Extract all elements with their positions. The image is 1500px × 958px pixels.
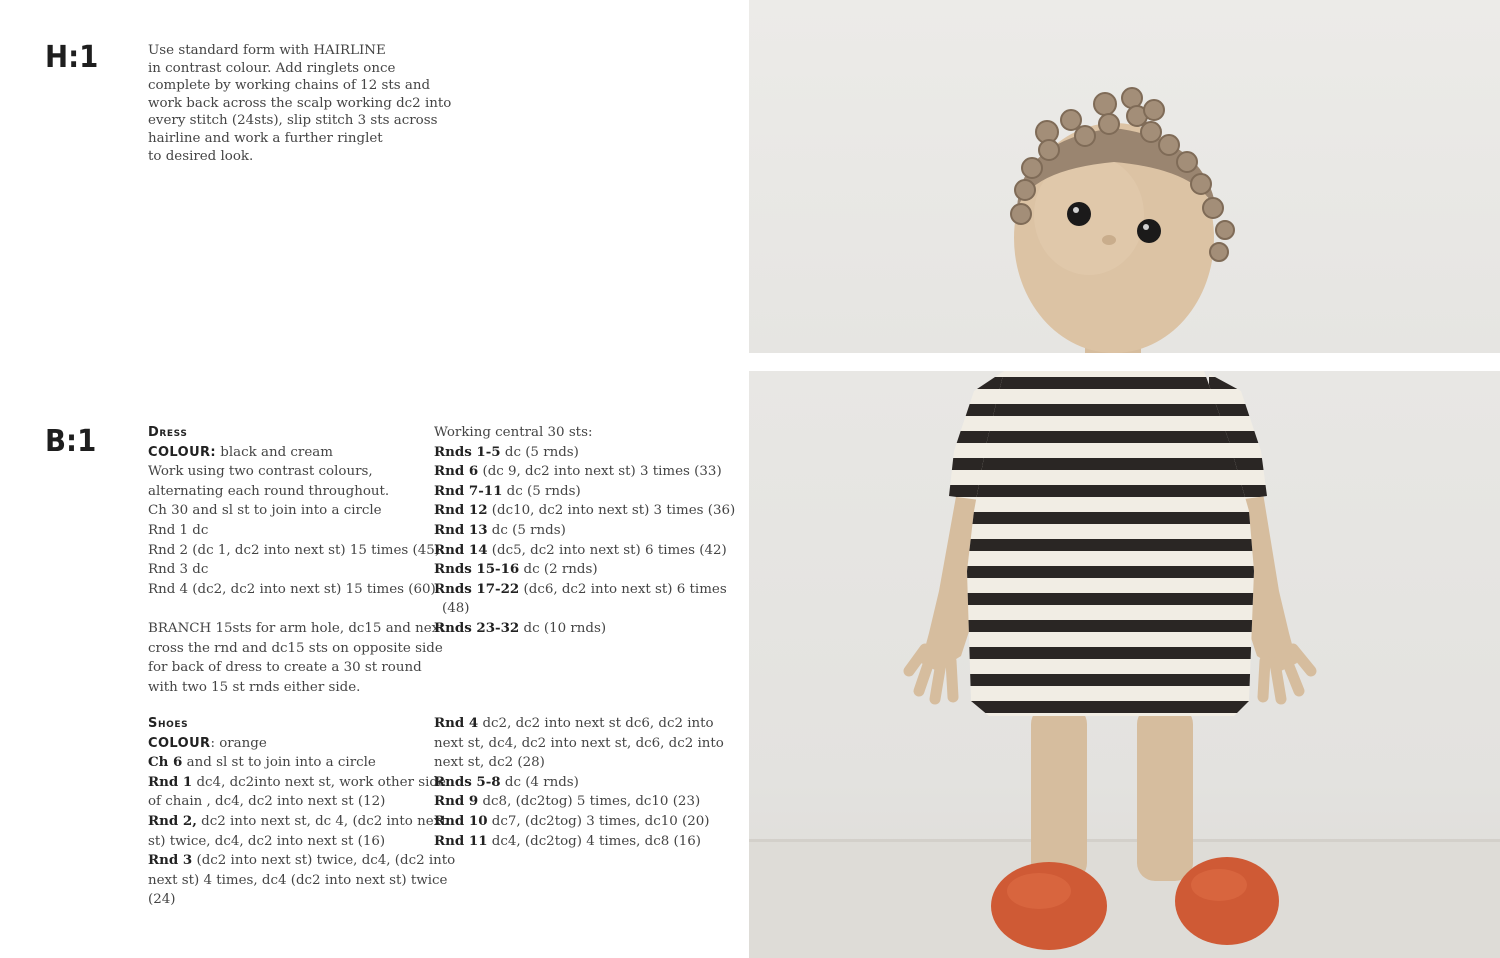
colour-key: COLOUR xyxy=(148,735,211,751)
dress-stripe xyxy=(939,377,1009,389)
dress-stripe xyxy=(959,647,1259,659)
dress-row: Rnd 14 (dc5, dc2 into next st) 6 times (42) xyxy=(434,541,727,558)
dress-stripe xyxy=(959,485,1259,497)
shoes-row: Rnd 11 dc4, (dc2tog) 4 times, dc8 (16) xyxy=(434,832,701,849)
photo-divider xyxy=(749,353,1500,371)
dress-line: Work using two contrast colours, xyxy=(148,464,373,480)
shoes-row: st) twice, dc4, dc2 into next st (16) xyxy=(148,833,386,849)
doll-body-illustration xyxy=(749,371,1500,958)
dress-line: alternating each round throughout. xyxy=(148,483,390,499)
shoes-row: (24) xyxy=(148,892,176,908)
doll-right-leg xyxy=(1137,706,1193,881)
shoes-row: Rnd 2, dc2 into next st, dc 4, (dc2 into next xyxy=(148,812,447,829)
dress-stripe xyxy=(959,512,1259,524)
shoes-row: Rnd 1 dc4, dc2into next st, work other side xyxy=(148,773,446,790)
shoes-row: Rnd 3 (dc2 into next st) twice, dc4, (dc2 into xyxy=(148,852,456,869)
hairline-line: to desired look. xyxy=(148,148,254,164)
doll-nose xyxy=(1102,235,1116,245)
colour-key: COLOUR: xyxy=(148,444,217,460)
dress-line: Ch 30 and sl st to join into a circle xyxy=(148,503,382,519)
hairline-line: in contrast colour. Add ringlets once xyxy=(148,60,396,76)
dress-line: Rnd 1 dc xyxy=(148,522,209,538)
branch-line: BRANCH 15sts for arm hole, dc15 and next xyxy=(148,620,445,636)
dress-row: Rnds 23-32 dc (10 rnds) xyxy=(434,619,607,636)
dress-row: Rnd 6 (dc 9, dc2 into next st) 3 times (33) xyxy=(434,463,722,480)
floor xyxy=(749,841,1500,958)
shoes-heading: Shoes xyxy=(148,716,189,731)
shoes-right-column xyxy=(434,714,724,851)
dress-stripe xyxy=(959,701,1259,713)
dress-row: Rnd 12 (dc10, dc2 into next st) 3 times (36) xyxy=(434,502,736,519)
doll-right-eye xyxy=(1137,219,1161,243)
shoes-row: Rnd 10 dc7, (dc2tog) 3 times, dc10 (20) xyxy=(434,812,710,829)
doll-left-eye xyxy=(1067,202,1091,226)
colour-value: black and cream xyxy=(216,444,333,460)
body-section-label: B:1 xyxy=(45,424,97,459)
dress-right-column xyxy=(434,423,735,639)
branch-line: with two 15 st rnds either side. xyxy=(148,679,361,695)
dress-stripe xyxy=(959,593,1259,605)
doll-head-illustration xyxy=(749,0,1500,353)
dress-stripe xyxy=(1209,377,1279,389)
dress-left-column xyxy=(148,423,445,697)
dress-stripe xyxy=(959,404,1259,416)
doll-dress xyxy=(959,371,1259,721)
hairline-section-label: H:1 xyxy=(45,40,99,75)
hairline-line: every stitch (24sts), slip stitch 3 sts across xyxy=(148,113,438,129)
hairline-instructions xyxy=(148,42,451,165)
dress-line: Rnd 4 (dc2, dc2 into next st) 15 times (60) xyxy=(148,581,436,597)
shoes-colour-line xyxy=(148,734,455,754)
shoes-row: next st, dc2 (28) xyxy=(434,755,545,771)
dress-stripe xyxy=(959,431,1259,443)
shoes-row: Ch 6 and sl st to join into a circle xyxy=(148,754,376,771)
shoes-row: of chain , dc4, dc2 into next st (12) xyxy=(148,794,386,810)
shoes-row: Rnds 5-8 dc (4 rnds) xyxy=(434,773,579,790)
hairline-line: Use standard form with HAIRLINE xyxy=(148,43,386,58)
dress-stripe xyxy=(1209,404,1279,416)
hairline-line: work back across the scalp working dc2 into xyxy=(148,95,452,111)
dress-stripe xyxy=(959,539,1259,551)
photo-page xyxy=(749,0,1500,958)
dress-intro: Working central 30 sts: xyxy=(434,425,593,440)
dress-line: Rnd 3 dc xyxy=(148,562,209,578)
shoes-row: next st, dc4, dc2 into next st, dc6, dc2 into xyxy=(434,735,724,751)
dress-row: Rnds 17-22 (dc6, dc2 into next st) 6 times xyxy=(434,580,727,597)
doll-left-leg xyxy=(1031,706,1087,881)
shoes-row: Rnd 9 dc8, (dc2tog) 5 times, dc10 (23) xyxy=(434,793,701,810)
dress-colour-line xyxy=(148,443,445,463)
colour-value: : orange xyxy=(210,735,267,751)
shoes-row: next st) 4 times, dc4 (dc2 into next st) twice xyxy=(148,872,448,888)
doll-body-photo xyxy=(749,371,1500,958)
shoes-row: Rnd 4 dc2, dc2 into next st dc6, dc2 into xyxy=(434,715,714,731)
dress-row: Rnds 1-5 dc (5 rnds) xyxy=(434,443,579,460)
dress-heading: Dress xyxy=(148,425,188,440)
doll-head-photo xyxy=(749,0,1500,353)
dress-stripe xyxy=(959,458,1259,470)
pattern-page xyxy=(0,0,749,958)
dress-row: Rnds 15-16 dc (2 rnds) xyxy=(434,561,598,578)
hairline-line: complete by working chains of 12 sts and xyxy=(148,78,431,94)
dress-row: Rnd 7-11 dc (5 rnds) xyxy=(434,482,581,499)
dress-stripe xyxy=(959,674,1259,686)
dress-stripe xyxy=(959,566,1259,578)
dress-row: (48) xyxy=(442,601,470,617)
dress-row: Rnd 13 dc (5 rnds) xyxy=(434,521,566,538)
hairline-line: hairline and work a further ringlet xyxy=(148,130,383,146)
branch-line: cross the rnd and dc15 sts on opposite side xyxy=(148,640,443,656)
branch-line: for back of dress to create a 30 st round xyxy=(148,660,422,676)
shoes-left-column xyxy=(148,714,455,910)
dress-stripe xyxy=(959,620,1259,632)
dress-line: Rnd 2 (dc 1, dc2 into next st) 15 times (45) xyxy=(148,542,441,558)
